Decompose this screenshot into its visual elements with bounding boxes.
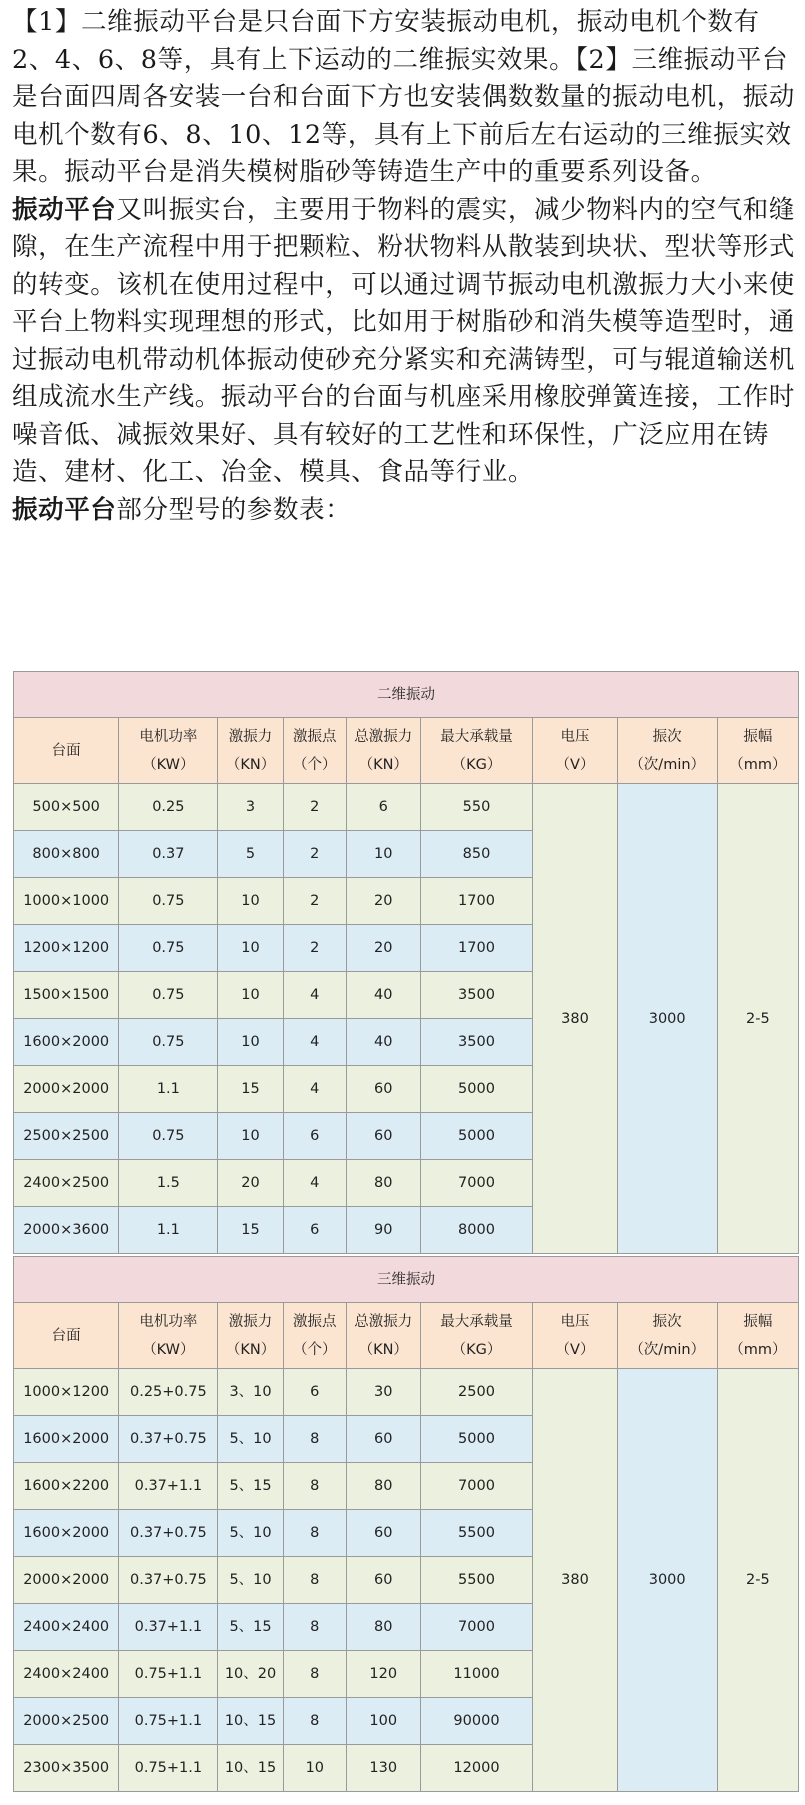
header-cell-points bbox=[283, 718, 346, 784]
total-force-cell: 80 bbox=[346, 1160, 420, 1207]
excitation-cell: 15 bbox=[218, 1207, 283, 1254]
power-cell: 1.1 bbox=[119, 1207, 218, 1254]
points-cell: 4 bbox=[283, 1066, 346, 1113]
table-title: 三维振动 bbox=[14, 1257, 799, 1303]
intro-paragraph-2-body: 又叫振实台，主要用于物料的震实，减少物料内的空气和缝隙，在生产流程中用于把颗粒、粉状物料从散装到块状、型状等形式的转变。该机在使用过程中，可以通过调节振动电机激振力大小来使平台上物料实现理想的形式，比如用于树脂砂和消失模等造型时，通过振动电机带动机体振动使砂充分紧实和充满铸型，可与辊道输送机组成流水生产线。振动平台的台面与机座采用橡胶弹簧连接，工作时噪音低、减振效果好、具有较好的工艺性和环保性，广泛应用在铸造、建材、化工、冶金、模具、食品等行业。 bbox=[12, 194, 796, 487]
points-cell: 8 bbox=[283, 1463, 346, 1510]
power-cell: 0.37+0.75 bbox=[119, 1557, 218, 1604]
header-label-power-2: （KW） bbox=[142, 1341, 195, 1358]
frequency-cell: 3000 bbox=[617, 1369, 717, 1792]
table-size-cell: 1000×1200 bbox=[14, 1369, 119, 1416]
total-force-cell: 40 bbox=[346, 1019, 420, 1066]
max-load-cell: 5000 bbox=[420, 1066, 533, 1113]
spec-table-2d bbox=[13, 671, 799, 1254]
points-cell: 2 bbox=[283, 878, 346, 925]
header-cell-power bbox=[119, 718, 218, 784]
max-load-cell: 5000 bbox=[420, 1113, 533, 1160]
total-force-cell: 60 bbox=[346, 1113, 420, 1160]
points-cell: 8 bbox=[283, 1604, 346, 1651]
spec-table-3d bbox=[13, 1256, 799, 1792]
total-force-cell: 6 bbox=[346, 784, 420, 831]
power-cell: 0.75 bbox=[119, 1019, 218, 1066]
table-size-cell: 1600×2000 bbox=[14, 1416, 119, 1463]
max-load-cell: 7000 bbox=[420, 1463, 533, 1510]
points-cell: 6 bbox=[283, 1113, 346, 1160]
total-force-cell: 20 bbox=[346, 878, 420, 925]
total-force-cell: 10 bbox=[346, 831, 420, 878]
header-label-freq-1: 振次 bbox=[652, 728, 682, 745]
frequency-cell: 3000 bbox=[617, 784, 717, 1254]
header-label-exc-1: 激振力 bbox=[228, 1313, 273, 1330]
power-cell: 0.75+1.1 bbox=[119, 1698, 218, 1745]
header-label-points-2: （个） bbox=[293, 1341, 337, 1358]
table-size-cell: 800×800 bbox=[14, 831, 119, 878]
excitation-cell: 3 bbox=[218, 784, 283, 831]
header-label-power-1: 电机功率 bbox=[139, 1313, 198, 1330]
table-size-cell: 500×500 bbox=[14, 784, 119, 831]
header-cell-power bbox=[119, 1303, 218, 1369]
total-force-cell: 40 bbox=[346, 972, 420, 1019]
table-row bbox=[14, 1369, 799, 1416]
header-label-exc-2: （KN） bbox=[225, 1341, 276, 1358]
excitation-cell: 10 bbox=[218, 1019, 283, 1066]
excitation-cell: 20 bbox=[218, 1160, 283, 1207]
power-cell: 0.75 bbox=[119, 878, 218, 925]
header-cell-freq bbox=[617, 718, 717, 784]
excitation-cell: 10、20 bbox=[218, 1651, 283, 1698]
voltage-cell: 380 bbox=[533, 784, 617, 1254]
total-force-cell: 60 bbox=[346, 1510, 420, 1557]
table-size-cell: 1600×2000 bbox=[14, 1510, 119, 1557]
excitation-cell: 10 bbox=[218, 1113, 283, 1160]
max-load-cell: 2500 bbox=[420, 1369, 533, 1416]
max-load-cell: 3500 bbox=[420, 972, 533, 1019]
header-cell-exc bbox=[218, 718, 283, 784]
total-force-cell: 80 bbox=[346, 1604, 420, 1651]
points-cell: 2 bbox=[283, 784, 346, 831]
max-load-cell: 5500 bbox=[420, 1557, 533, 1604]
header-label-points-2: （个） bbox=[293, 756, 337, 773]
total-force-cell: 30 bbox=[346, 1369, 420, 1416]
table-header-row bbox=[14, 1303, 799, 1369]
points-cell: 8 bbox=[283, 1651, 346, 1698]
header-label-load-2: （KG） bbox=[451, 1341, 502, 1358]
points-cell: 4 bbox=[283, 1160, 346, 1207]
header-label-volt-2: （V） bbox=[555, 756, 595, 773]
header-cell-total bbox=[346, 718, 420, 784]
excitation-cell: 5 bbox=[218, 831, 283, 878]
points-cell: 4 bbox=[283, 1019, 346, 1066]
max-load-cell: 850 bbox=[420, 831, 533, 878]
header-label-load-1: 最大承载量 bbox=[440, 728, 513, 745]
header-cell-freq bbox=[617, 1303, 717, 1369]
max-load-cell: 8000 bbox=[420, 1207, 533, 1254]
intro-paragraph-1: 【1】二维振动平台是只台面下方安装振动电机，振动电机个数有2、4、6、8等，具有上下运动的二维振实效果。【2】三维振动平台是台面四周各安装一台和台面下方也安装偶数数量的振动电机，振动电机个数有6、8、10、12等，具有上下前后左右运动的三维振实效果。振动平台是消失模树脂砂等铸造生产中的重要系列设备。 bbox=[12, 7, 796, 187]
header-label-volt-1: 电压 bbox=[560, 1313, 590, 1330]
points-cell: 6 bbox=[283, 1369, 346, 1416]
max-load-cell: 90000 bbox=[420, 1698, 533, 1745]
total-force-cell: 80 bbox=[346, 1463, 420, 1510]
intro-paragraph-2-lead: 振动平台 bbox=[12, 194, 117, 225]
header-label-volt-2: （V） bbox=[555, 1341, 595, 1358]
header-label-total-1: 总激振力 bbox=[354, 728, 413, 745]
intro-paragraph-2 bbox=[12, 192, 798, 492]
excitation-cell: 10、15 bbox=[218, 1698, 283, 1745]
power-cell: 1.5 bbox=[119, 1160, 218, 1207]
points-cell: 8 bbox=[283, 1416, 346, 1463]
max-load-cell: 5500 bbox=[420, 1510, 533, 1557]
power-cell: 0.37 bbox=[119, 831, 218, 878]
excitation-cell: 10 bbox=[218, 878, 283, 925]
table-header-row bbox=[14, 718, 799, 784]
total-force-cell: 60 bbox=[346, 1557, 420, 1604]
excitation-cell: 3、10 bbox=[218, 1369, 283, 1416]
power-cell: 0.37+1.1 bbox=[119, 1463, 218, 1510]
header-label-power-1: 电机功率 bbox=[139, 728, 198, 745]
header-label-amp-2: （mm） bbox=[729, 1341, 787, 1358]
table-row bbox=[14, 784, 799, 831]
header-label-load-1: 最大承载量 bbox=[440, 1313, 513, 1330]
max-load-cell: 3500 bbox=[420, 1019, 533, 1066]
table-size-cell: 2300×3500 bbox=[14, 1745, 119, 1792]
excitation-cell: 15 bbox=[218, 1066, 283, 1113]
max-load-cell: 1700 bbox=[420, 925, 533, 972]
table-size-cell: 1600×2200 bbox=[14, 1463, 119, 1510]
excitation-cell: 10 bbox=[218, 972, 283, 1019]
excitation-cell: 10、15 bbox=[218, 1745, 283, 1792]
points-cell: 2 bbox=[283, 925, 346, 972]
header-label-freq-1: 振次 bbox=[652, 1313, 682, 1330]
header-cell-volt bbox=[533, 718, 617, 784]
excitation-cell: 5、15 bbox=[218, 1463, 283, 1510]
power-cell: 0.25+0.75 bbox=[119, 1369, 218, 1416]
header-cell-amp bbox=[717, 1303, 798, 1369]
total-force-cell: 130 bbox=[346, 1745, 420, 1792]
intro-paragraph-3-body: 部分型号的参数表： bbox=[116, 494, 352, 525]
table-size-cell: 2400×2400 bbox=[14, 1651, 119, 1698]
header-label-freq-2: （次/min） bbox=[629, 756, 706, 773]
points-cell: 2 bbox=[283, 831, 346, 878]
header-cell-points bbox=[283, 1303, 346, 1369]
power-cell: 0.37+0.75 bbox=[119, 1510, 218, 1557]
excitation-cell: 5、10 bbox=[218, 1557, 283, 1604]
voltage-cell: 380 bbox=[533, 1369, 617, 1792]
table-size-cell: 2500×2500 bbox=[14, 1113, 119, 1160]
table-size-cell: 2000×3600 bbox=[14, 1207, 119, 1254]
amplitude-cell: 2-5 bbox=[717, 784, 798, 1254]
header-label-table-1: 台面 bbox=[51, 742, 81, 759]
table-title-row bbox=[14, 1257, 799, 1303]
table-size-cell: 2400×2400 bbox=[14, 1604, 119, 1651]
header-label-total-1: 总激振力 bbox=[354, 1313, 413, 1330]
table-size-cell: 2000×2000 bbox=[14, 1557, 119, 1604]
excitation-cell: 5、15 bbox=[218, 1604, 283, 1651]
total-force-cell: 90 bbox=[346, 1207, 420, 1254]
header-label-volt-1: 电压 bbox=[560, 728, 590, 745]
table-size-cell: 2000×2000 bbox=[14, 1066, 119, 1113]
power-cell: 0.37+1.1 bbox=[119, 1604, 218, 1651]
table-title: 二维振动 bbox=[14, 672, 799, 718]
header-cell-amp bbox=[717, 718, 798, 784]
header-cell-table bbox=[14, 1303, 119, 1369]
points-cell: 6 bbox=[283, 1207, 346, 1254]
header-label-points-1: 激振点 bbox=[293, 1313, 337, 1330]
total-force-cell: 60 bbox=[346, 1416, 420, 1463]
excitation-cell: 5、10 bbox=[218, 1510, 283, 1557]
total-force-cell: 20 bbox=[346, 925, 420, 972]
table-size-cell: 2400×2500 bbox=[14, 1160, 119, 1207]
max-load-cell: 5000 bbox=[420, 1416, 533, 1463]
header-label-freq-2: （次/min） bbox=[629, 1341, 706, 1358]
excitation-cell: 10 bbox=[218, 925, 283, 972]
header-label-exc-2: （KN） bbox=[225, 756, 276, 773]
header-label-amp-2: （mm） bbox=[729, 756, 787, 773]
intro-paragraph-3-lead: 振动平台 bbox=[12, 494, 117, 525]
header-label-power-2: （KW） bbox=[142, 756, 195, 773]
excitation-cell: 5、10 bbox=[218, 1416, 283, 1463]
header-label-amp-1: 振幅 bbox=[743, 1313, 773, 1330]
table-title-row bbox=[14, 672, 799, 718]
max-load-cell: 1700 bbox=[420, 878, 533, 925]
header-cell-volt bbox=[533, 1303, 617, 1369]
intro-paragraph-3 bbox=[12, 492, 798, 530]
header-label-total-2: （KN） bbox=[358, 1341, 408, 1358]
header-label-amp-1: 振幅 bbox=[743, 728, 773, 745]
table-size-cell: 1200×1200 bbox=[14, 925, 119, 972]
amplitude-cell: 2-5 bbox=[717, 1369, 798, 1792]
header-cell-table bbox=[14, 718, 119, 784]
header-label-exc-1: 激振力 bbox=[228, 728, 273, 745]
total-force-cell: 100 bbox=[346, 1698, 420, 1745]
header-label-total-2: （KN） bbox=[358, 756, 408, 773]
max-load-cell: 11000 bbox=[420, 1651, 533, 1698]
header-cell-load bbox=[420, 1303, 533, 1369]
points-cell: 8 bbox=[283, 1557, 346, 1604]
header-label-load-2: （KG） bbox=[451, 756, 502, 773]
power-cell: 0.75+1.1 bbox=[119, 1745, 218, 1792]
table-size-cell: 2000×2500 bbox=[14, 1698, 119, 1745]
max-load-cell: 7000 bbox=[420, 1604, 533, 1651]
max-load-cell: 550 bbox=[420, 784, 533, 831]
header-label-points-1: 激振点 bbox=[293, 728, 337, 745]
max-load-cell: 12000 bbox=[420, 1745, 533, 1792]
power-cell: 0.75+1.1 bbox=[119, 1651, 218, 1698]
power-cell: 0.37+0.75 bbox=[119, 1416, 218, 1463]
table-size-cell: 1500×1500 bbox=[14, 972, 119, 1019]
intro-text bbox=[12, 4, 798, 529]
max-load-cell: 7000 bbox=[420, 1160, 533, 1207]
power-cell: 0.75 bbox=[119, 1113, 218, 1160]
power-cell: 0.25 bbox=[119, 784, 218, 831]
power-cell: 1.1 bbox=[119, 1066, 218, 1113]
table-size-cell: 1600×2000 bbox=[14, 1019, 119, 1066]
points-cell: 8 bbox=[283, 1510, 346, 1557]
points-cell: 4 bbox=[283, 972, 346, 1019]
header-cell-exc bbox=[218, 1303, 283, 1369]
points-cell: 8 bbox=[283, 1698, 346, 1745]
power-cell: 0.75 bbox=[119, 925, 218, 972]
header-label-table-1: 台面 bbox=[51, 1327, 81, 1344]
power-cell: 0.75 bbox=[119, 972, 218, 1019]
total-force-cell: 120 bbox=[346, 1651, 420, 1698]
total-force-cell: 60 bbox=[346, 1066, 420, 1113]
header-cell-load bbox=[420, 718, 533, 784]
header-cell-total bbox=[346, 1303, 420, 1369]
table-size-cell: 1000×1000 bbox=[14, 878, 119, 925]
points-cell: 10 bbox=[283, 1745, 346, 1792]
